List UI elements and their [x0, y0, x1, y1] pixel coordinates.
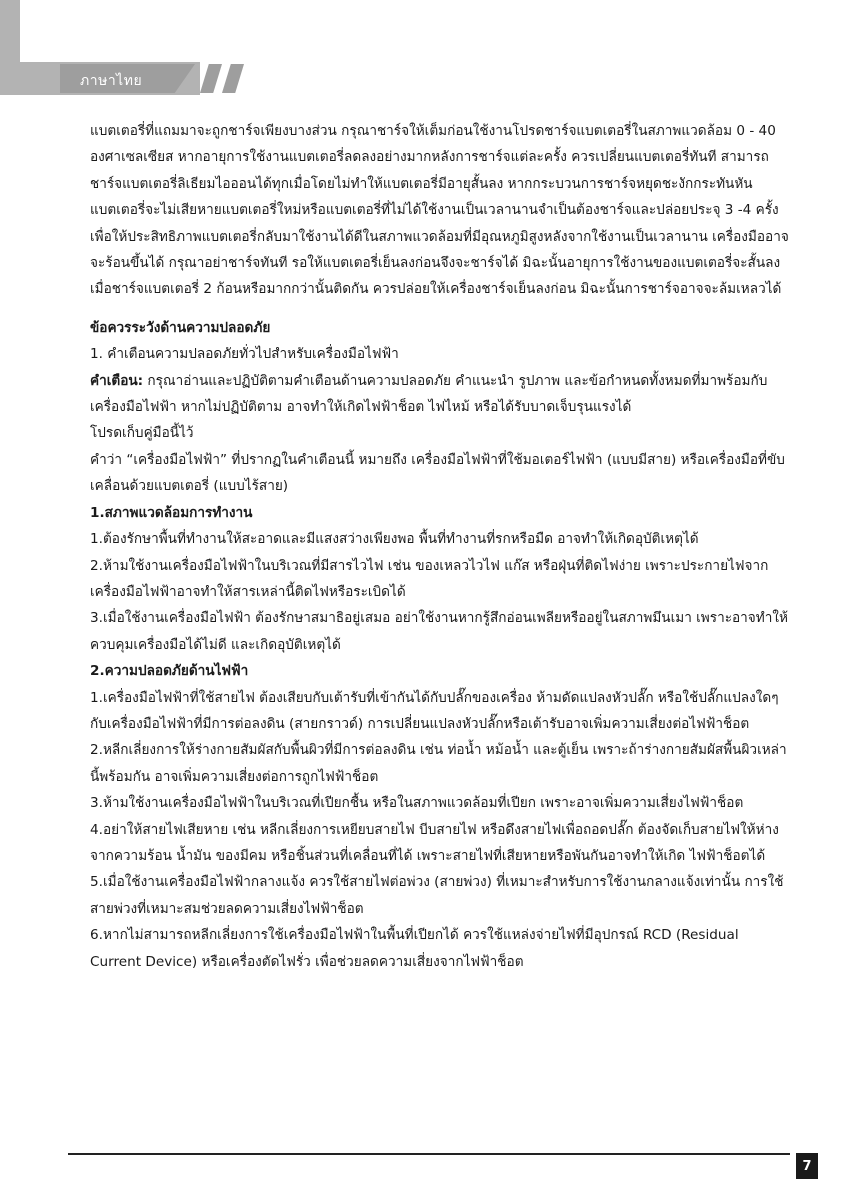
intro-paragraph: แบตเตอรี่ที่แถมมาจะถูกชาร์จเพียงบางส่วน กรุณาชาร์จให้เต็มก่อนใช้งานโปรดชาร์จแบตเตอรี่ในสภาพแวดล้อม 0 - 40 องศาเซลเซียส หากอายุการใช้งานแบตเตอรี่ลดลงอย่างมากหลังการชาร์จแต่ละครั้ง ควรเปลี่ยนแบตเตอรี่ทันที สามารถชาร์จแบตเตอรี่ลิเธียมไอออนได้ทุกเมื่อโดยไม่ทำให้แบตเตอรี่มีอายุสั้นลง หากกระบวนการชาร์จหยุดชะงักกระทันหันแบตเตอรี่จะไม่เสียหายแบตเตอรี่ใหม่หรือแบตเตอรี่ที่ไม่ได้ใช้งานเป็นเวลานานจำเป็นต้องชาร์จและปล่อยประจุ 3 -4 ครั้งเพื่อให้ประสิทธิภาพแบตเตอรี่กลับมาใช้งานได้ดีในสภาพแวดล้อมที่มีอุณหภูมิสูงหลังจากใช้งานเป็นเวลานาน เครื่องมืออาจจะร้อนขึ้นได้ กรุณาอย่าชาร์จทันที รอให้แบตเตอรี่เย็นลงก่อนจึงจะชาร์จได้ มิฉะนั้นอายุการใช้งานของแบตเตอรี่จะสั้นลงเมื่อชาร์จแบตเตอรี่ 2 ก้อนหรือมากกว่านั้นติดกัน ควรปล่อยให้เครื่องชาร์จเย็นลงก่อน มิฉะนั้นการชาร์จอาจจะล้มเหลวได้: [90, 123, 789, 298]
work-area-item: 2.ห้ามใช้งานเครื่องมือไฟฟ้าในบริเวณที่มีสารไวไฟ เช่น ของเหลวไวไฟ แก๊ส หรือฝุ่นที่ติดไฟง่าย เพราะประกายไฟจากเครื่องมือไฟฟ้าอาจทำให้สารเหล่านี้ติดไฟหรือระเบิดได้: [90, 557, 769, 600]
keep-manual-note: โปรดเก็บคู่มือนี้ไว้: [90, 425, 194, 442]
language-label: ภาษาไทย: [80, 73, 143, 89]
definition-paragraph: คำว่า “เครื่องมือไฟฟ้า” ที่ปรากฏในคำเตือนนี้ หมายถึง เครื่องมือไฟฟ้าที่ใช้มอเตอร์ไฟฟ้า (แบบมีสาย) หรือเครื่องมือที่ขับเคลื่อนด้วยแบตเตอรี่ (แบบไร้สาย): [90, 451, 785, 495]
work-area-heading: 1.สภาพแวดล้อมการทำงาน: [90, 504, 253, 521]
electrical-item: 4.อย่าให้สายไฟเสียหาย เช่น หลีกเลี่ยงการเหยียบสายไฟ บีบสายไฟ หรือดึงสายไฟเพื่อถอดปลั๊ก ต้องจัดเก็บสายไฟให้ห่างจากความร้อน น้ำมัน ของมีคม หรือชิ้นส่วนที่เคลื่อนที่ได้ เพราะสายไฟที่เสียหายหรือพันกันอาจทำให้เกิด ไฟฟ้าช็อตได้: [90, 821, 779, 864]
electrical-item: 5.เมื่อใช้งานเครื่องมือไฟฟ้ากลางแจ้ง ควรใช้สายไฟต่อพ่วง (สายพ่วง) ที่เหมาะสำหรับการใช้งานกลางแจ้งเท่านั้น การใช้สายพ่วงที่เหมาะสมช่วยลดความเสี่ยงไฟฟ้าช็อต: [90, 874, 784, 917]
general-warning-heading: 1. คำเตือนความปลอดภัยทั่วไปสำหรับเครื่องมือไฟฟ้า: [90, 346, 399, 363]
electrical-item: 6.หากไม่สามารถหลีกเลี่ยงการใช้เครื่องมือไฟฟ้าในพื้นที่เปียกได้ ควรใช้แหล่งจ่ายไฟที่มีอุปกรณ์ RCD (Residual Current Device) หรือเครื่องตัดไฟรั่ว เพื่อช่วยลดความเสี่ยงจากไฟฟ้าช็อต: [90, 927, 739, 970]
header-stripe: [200, 64, 222, 93]
work-area-item: 3.เมื่อใช้งานเครื่องมือไฟฟ้า ต้องรักษาสมาธิอยู่เสมอ อย่าใช้งานหากรู้สึกอ่อนเพลียหรืออยู่ในสภาพมึนเมา เพราะอาจทำให้ควบคุมเครื่องมือได้ไม่ดี และเกิดอุบัติเหตุได้: [90, 610, 788, 653]
page-content: [90, 118, 790, 975]
page-number: 7: [796, 1153, 818, 1179]
electrical-item: 3.ห้ามใช้งานเครื่องมือไฟฟ้าในบริเวณที่เปียกชื้น หรือในสภาพแวดล้อมที่เปียก เพราะอาจเพิ่มความเสี่ยงไฟฟ้าช็อต: [90, 795, 744, 812]
electrical-item: 2.หลีกเลี่ยงการให้ร่างกายสัมผัสกับพื้นผิวที่มีการต่อลงดิน เช่น ท่อน้ำ หม้อน้ำ และตู้เย็น เพราะถ้าร่างกายสัมผัสพื้นผิวเหล่านี้พร้อมกัน อาจเพิ่มความเสี่ยงต่อการถูกไฟฟ้าช็อต: [90, 742, 787, 785]
footer-divider: [68, 1153, 790, 1155]
warning-text: กรุณาอ่านและปฏิบัติตามคำเตือนด้านความปลอดภัย คำแนะนำ รูปภาพ และข้อกำหนดทั้งหมดที่มาพร้อมกับเครื่องมือไฟฟ้า หากไม่ปฏิบัติตาม อาจทำให้เกิดไฟฟ้าช็อต ไฟไหม้ หรือได้รับบาดเจ็บรุนแรงได้: [90, 372, 768, 416]
header-stripe: [222, 64, 244, 93]
electrical-heading: 2.ความปลอดภัยด้านไฟฟ้า: [90, 663, 249, 680]
safety-title: ข้อควรระวังด้านความปลอดภัย: [90, 319, 271, 336]
electrical-item: 1.เครื่องมือไฟฟ้าที่ใช้สายไฟ ต้องเสียบกับเต้ารับที่เข้ากันได้กับปลั๊กของเครื่อง ห้ามดัดแปลงหัวปลั๊ก หรือใช้ปลั๊กแปลงใดๆกับเครื่องมือไฟฟ้าที่มีการต่อลงดิน (สายกราวด์) การเปลี่ยนแปลงหัวปลั๊กหรือเต้ารับอาจเพิ่มความเสี่ยงต่อไฟฟ้าช็อต: [90, 689, 779, 732]
warning-label: คำเตือน:: [90, 372, 144, 389]
warning-paragraph: [90, 368, 790, 421]
work-area-item: 1.ต้องรักษาพื้นที่ทำงานให้สะอาดและมีแสงสว่างเพียงพอ พื้นที่ทำงานที่รกหรือมืด อาจทำให้เกิดอุบัติเหตุได้: [90, 531, 699, 548]
